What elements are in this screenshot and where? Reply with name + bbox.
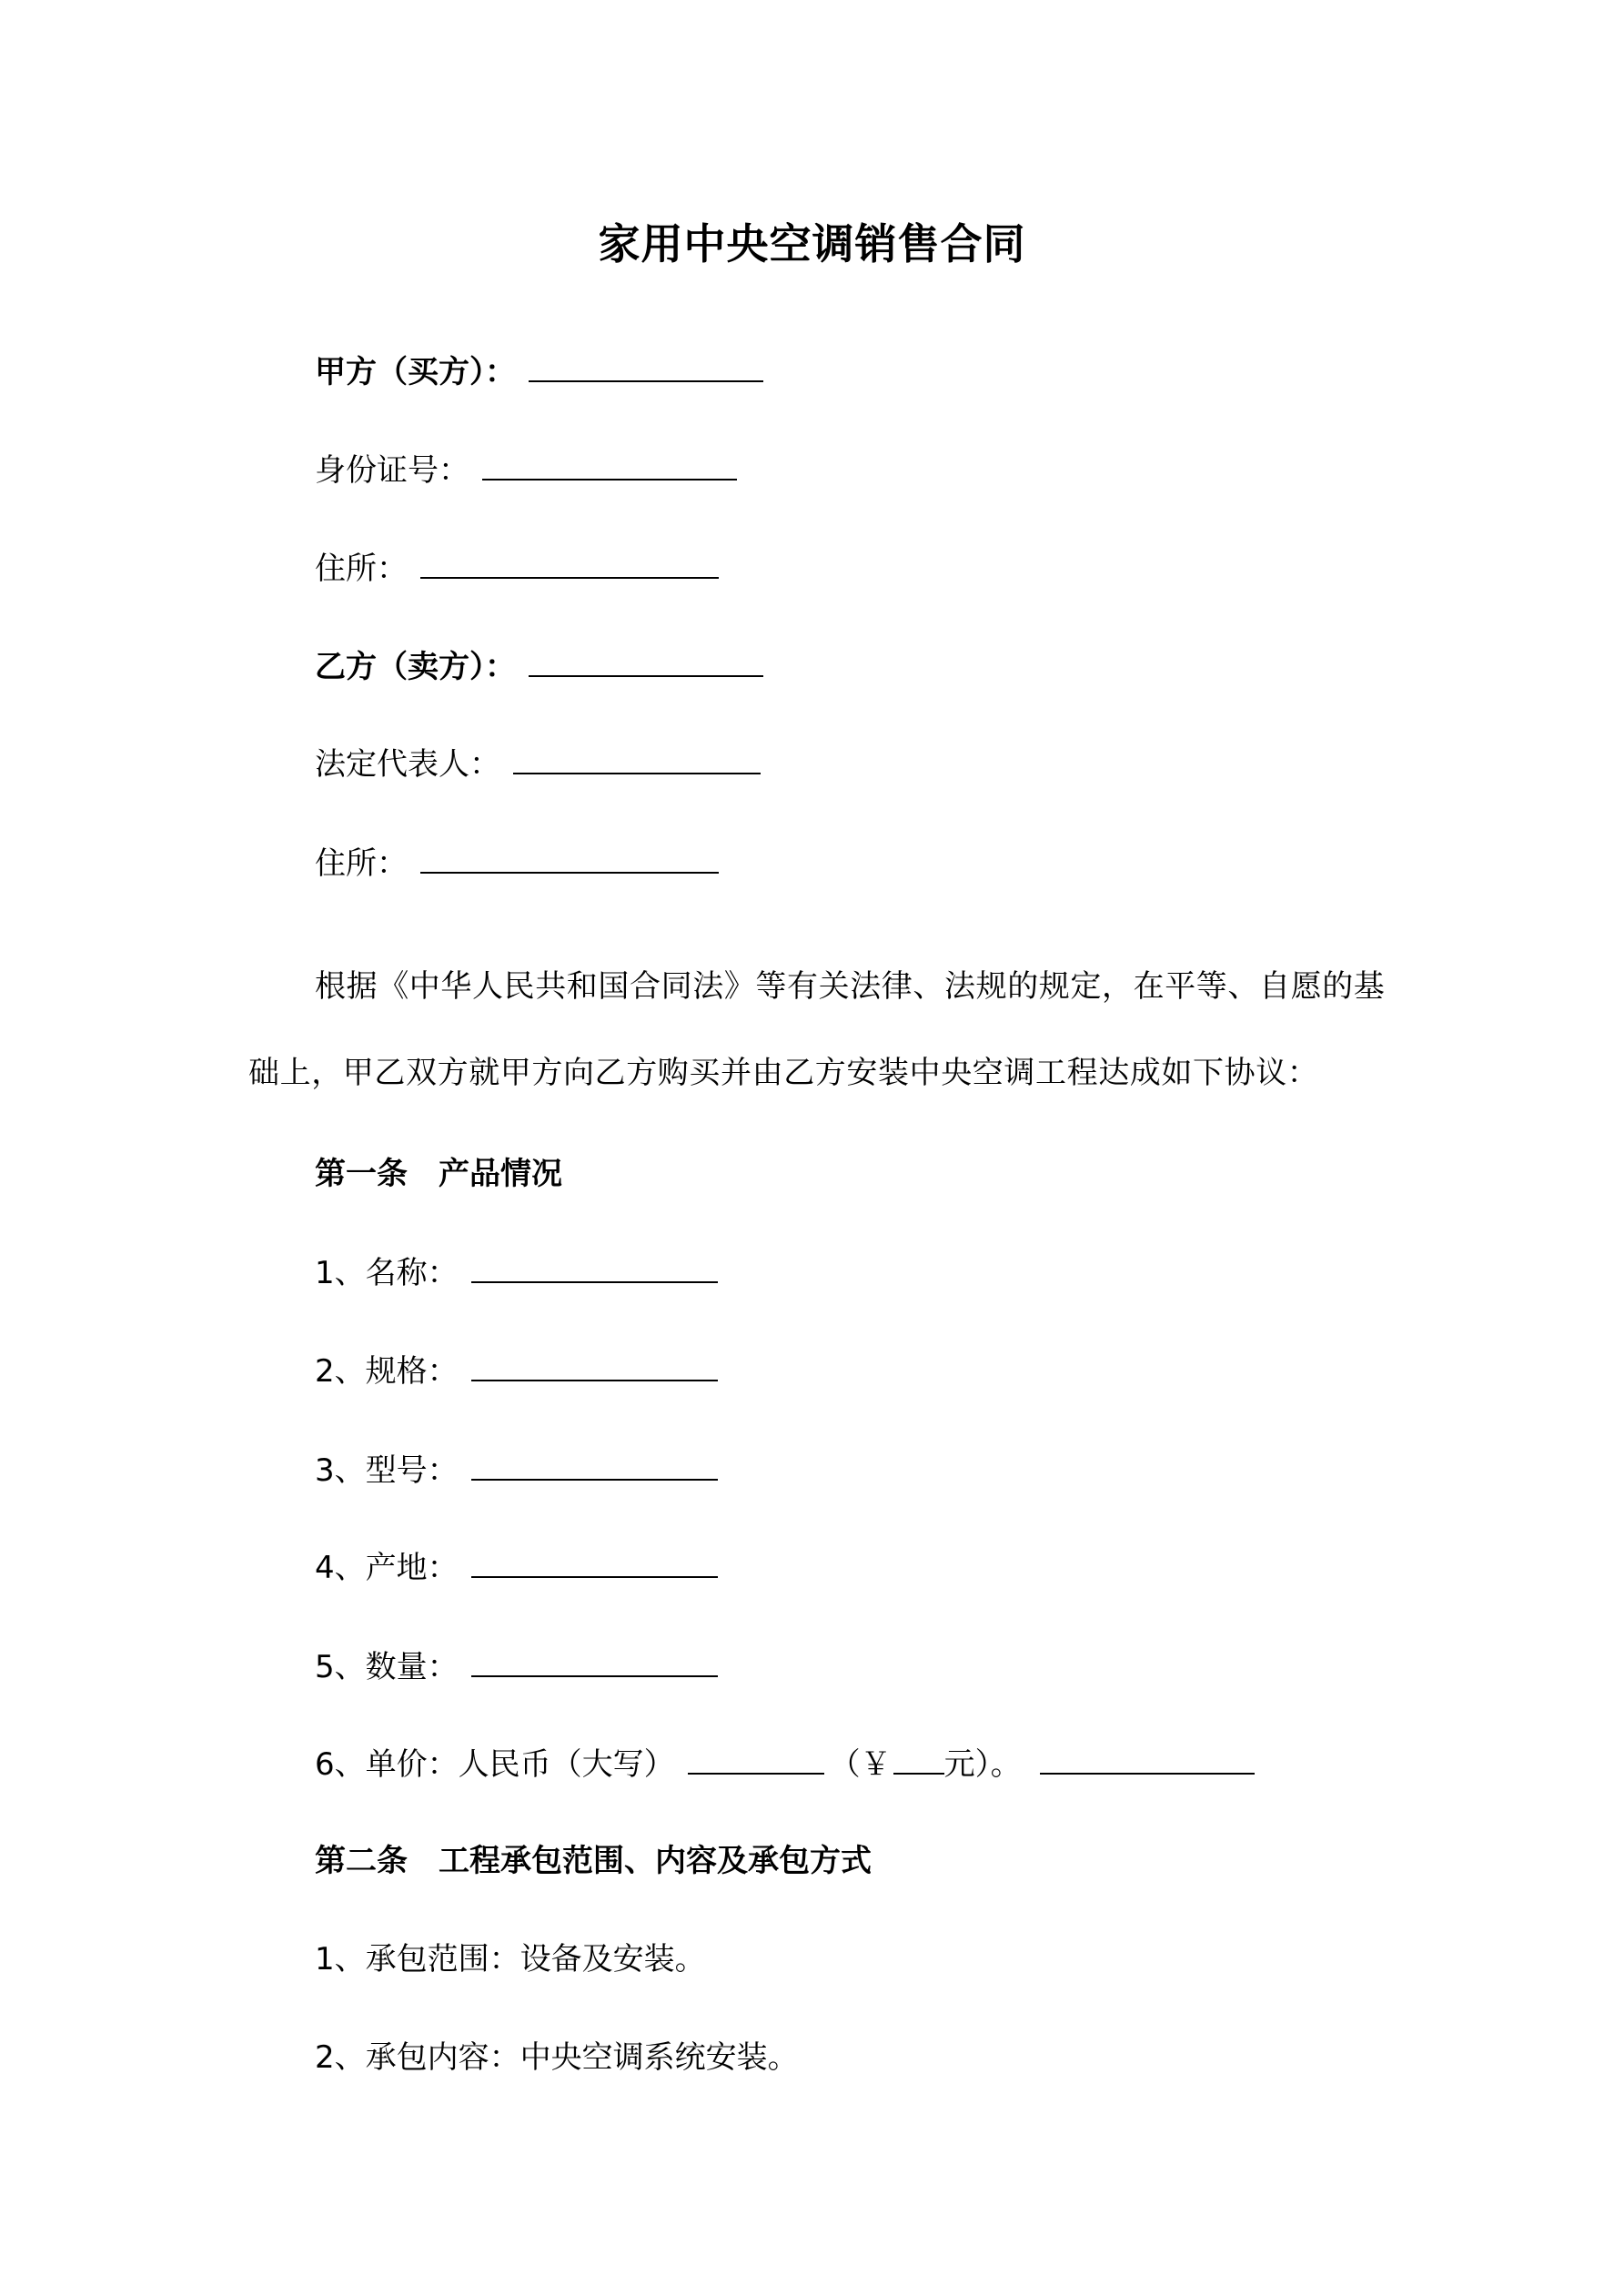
seller-blank bbox=[529, 644, 763, 677]
seller-address-line bbox=[315, 841, 719, 884]
item-blank bbox=[471, 1545, 718, 1578]
price-extra-blank bbox=[1040, 1742, 1255, 1775]
item-origin bbox=[315, 1545, 718, 1588]
item-blank bbox=[471, 1644, 718, 1677]
item-label: 2、规格： bbox=[315, 1353, 459, 1390]
rep-line bbox=[315, 742, 761, 784]
article1-heading: 第一条 产品情况 bbox=[315, 1156, 562, 1192]
document-title: 家用中央空调销售合同 bbox=[598, 219, 1026, 268]
price-unit: 元）。 bbox=[943, 1746, 1022, 1783]
id-label: 身份证号： bbox=[315, 452, 469, 489]
buyer-label: 甲方（买方）： bbox=[315, 354, 516, 390]
item-blank bbox=[471, 1349, 718, 1381]
item-spec bbox=[315, 1349, 718, 1391]
seller-label: 乙方（卖方）： bbox=[315, 649, 516, 685]
rep-blank bbox=[513, 742, 761, 774]
item-label: 3、型号： bbox=[315, 1452, 459, 1489]
item-blank bbox=[471, 1448, 718, 1481]
item-label: 4、产地： bbox=[315, 1550, 459, 1586]
buyer-line bbox=[315, 349, 763, 392]
item-label: 5、数量： bbox=[315, 1649, 459, 1685]
intro-paragraph: 根据《中华人民共和国合同法》等有关法律、法规的规定，在平等、自愿的基础上，甲乙双方就甲方向乙方购买并由乙方安装中央空调工程达成如下协议： bbox=[248, 968, 1386, 1091]
buyer-address-blank bbox=[420, 546, 719, 579]
price-words-blank bbox=[688, 1742, 824, 1775]
item-blank bbox=[471, 1250, 718, 1283]
id-blank bbox=[482, 448, 737, 480]
content-item: 2、承包内容：中央空调系统安装。 bbox=[315, 2039, 799, 2076]
scope-item: 1、承包范围：设备及安装。 bbox=[315, 1941, 706, 1977]
buyer-address-line bbox=[315, 546, 719, 589]
buyer-blank bbox=[529, 349, 763, 382]
item-price bbox=[315, 1742, 1255, 1785]
item-quantity bbox=[315, 1644, 718, 1687]
price-number-blank bbox=[893, 1742, 944, 1775]
item-name bbox=[315, 1250, 718, 1293]
id-line bbox=[315, 448, 737, 491]
price-yuan-symbol: （￥ bbox=[829, 1746, 892, 1783]
seller-address-blank bbox=[420, 841, 719, 874]
item-label: 1、名称： bbox=[315, 1255, 459, 1291]
article2-heading: 第二条 工程承包范围、内容及承包方式 bbox=[315, 1843, 872, 1879]
buyer-address-label: 住所： bbox=[315, 551, 408, 587]
price-label: 6、单价：人民币（大写） bbox=[315, 1746, 675, 1783]
seller-address-label: 住所： bbox=[315, 845, 408, 882]
item-model bbox=[315, 1448, 718, 1491]
seller-line bbox=[315, 644, 763, 687]
rep-label: 法定代表人： bbox=[315, 746, 500, 783]
